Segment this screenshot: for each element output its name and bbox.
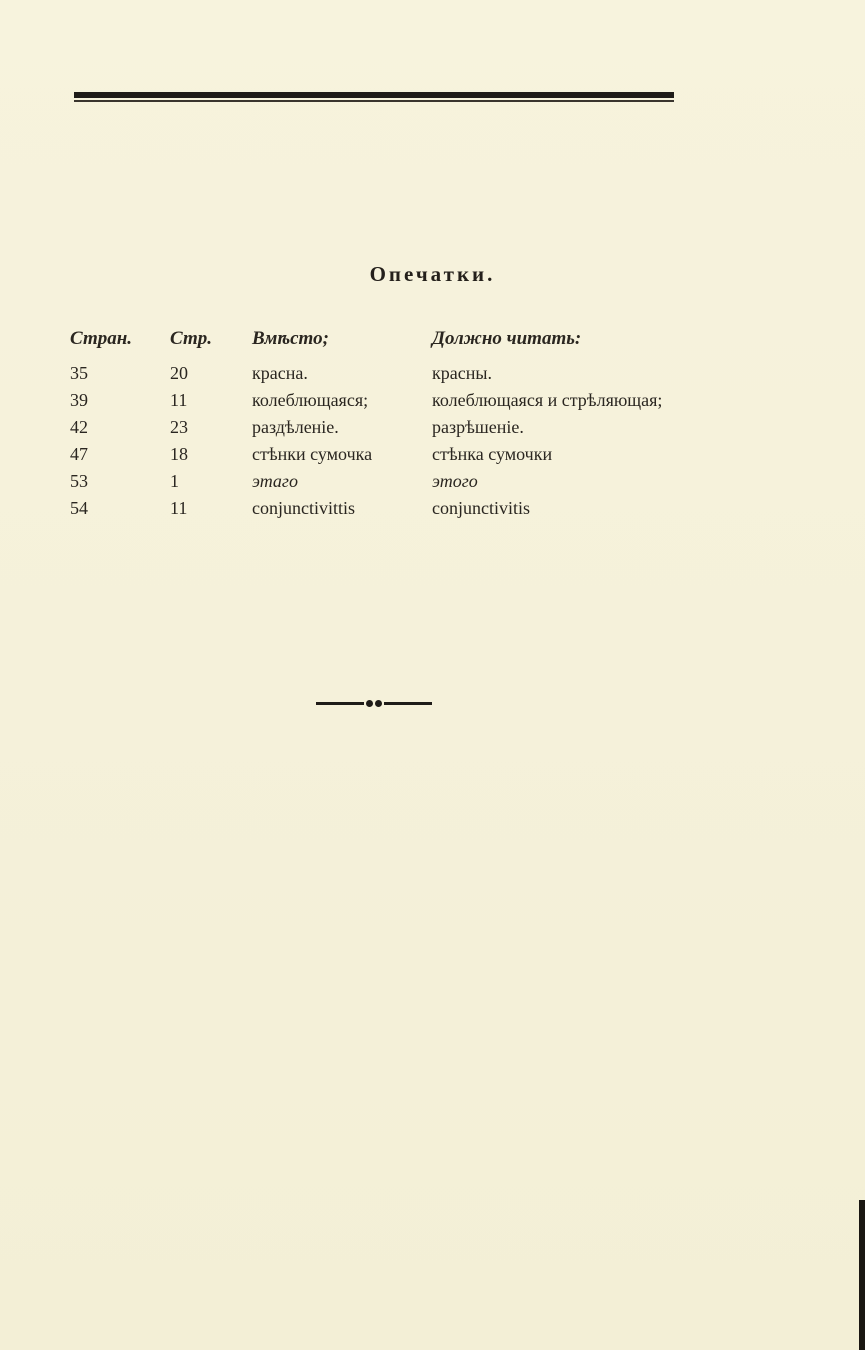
row-line: 20 <box>170 363 188 383</box>
table-row <box>70 468 672 495</box>
row-line: 11 <box>170 390 188 410</box>
row-wrong: conjunctivittis <box>252 498 355 518</box>
row-wrong: красна. <box>252 363 308 383</box>
row-right: красны. <box>432 363 492 383</box>
table-row <box>70 387 672 414</box>
row-page: 35 <box>70 363 88 383</box>
ornament-divider <box>316 699 432 709</box>
row-page: 54 <box>70 498 88 518</box>
page-title: Опечатки. <box>369 262 496 286</box>
row-wrong: стѣнки сумочка <box>252 444 373 464</box>
header-line: Стр. <box>170 328 212 349</box>
table-row <box>70 495 672 522</box>
row-line: 11 <box>170 498 188 518</box>
row-right: колеблющаяся и стрѣляющая; <box>432 390 663 410</box>
row-line: 18 <box>170 444 188 464</box>
header-page: Стран. <box>70 328 133 349</box>
page-edge-shadow <box>859 1200 865 1350</box>
table-row <box>70 360 672 387</box>
table-row <box>70 414 672 441</box>
row-line: 1 <box>170 471 179 491</box>
header-right: Должно читать: <box>432 328 582 349</box>
ornament-dot <box>366 700 373 707</box>
row-right: conjunctivitis <box>432 498 530 518</box>
ornament-bar-left <box>316 702 364 705</box>
row-wrong: колеблющаяся; <box>252 390 369 410</box>
ornament-dot <box>375 700 382 707</box>
ornament-bar-right <box>384 702 432 705</box>
errata-table <box>70 328 672 522</box>
row-line: 23 <box>170 417 188 437</box>
row-wrong: этаго <box>252 471 298 491</box>
top-rule-thick <box>74 92 674 98</box>
row-wrong: раздѣленіе. <box>252 417 339 437</box>
table-row <box>70 441 672 468</box>
row-page: 53 <box>70 471 88 491</box>
row-right: стѣнка сумочки <box>432 444 553 464</box>
row-right: этого <box>432 471 478 491</box>
top-rule-thin <box>74 100 674 102</box>
errata-header-row <box>70 328 672 360</box>
row-page: 39 <box>70 390 88 410</box>
row-right: разрѣшеніе. <box>432 417 524 437</box>
row-page: 42 <box>70 417 88 437</box>
header-wrong: Вмѣсто; <box>252 328 329 349</box>
row-page: 47 <box>70 444 88 464</box>
